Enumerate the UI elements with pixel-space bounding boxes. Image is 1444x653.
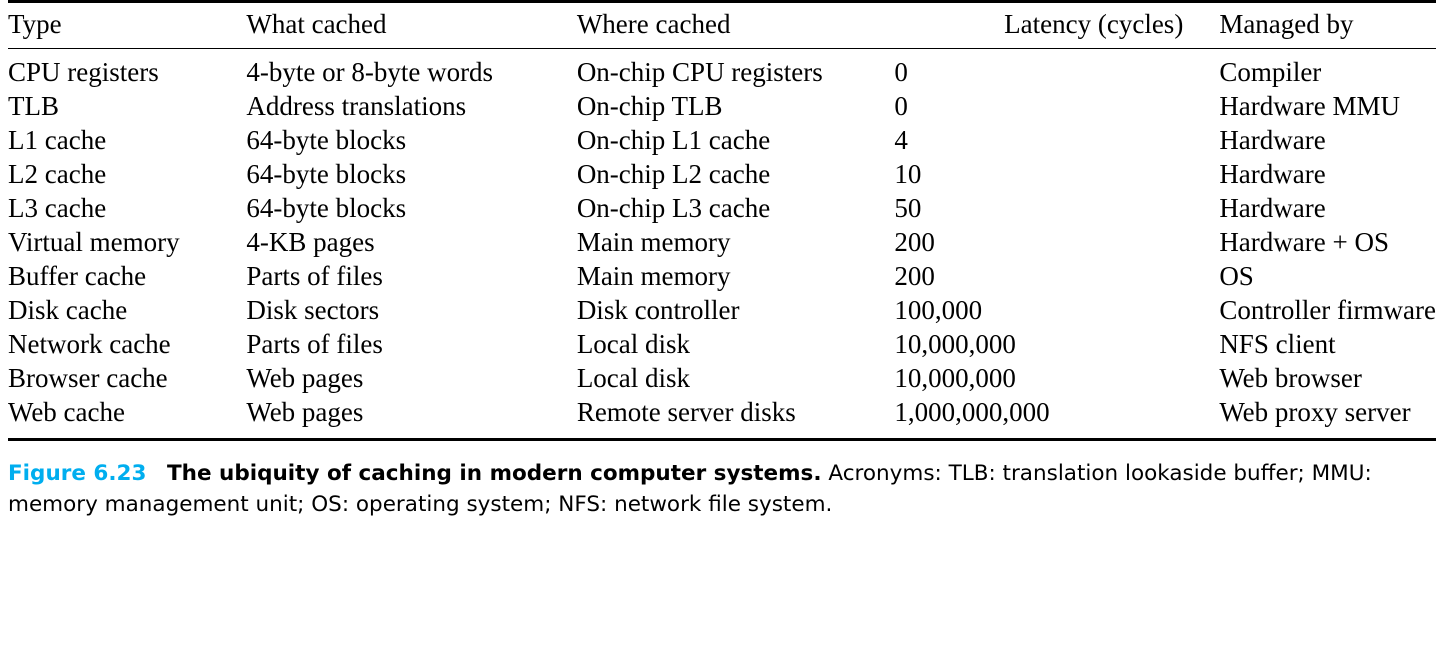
cell-latency: 50	[894, 193, 922, 223]
cell-latency: 10,000,000	[894, 363, 1016, 393]
column-header-where-cached: Where cached	[576, 9, 731, 39]
cell-managed-by: Compiler	[1219, 57, 1322, 87]
figure-caption	[8, 459, 1428, 520]
table-header-row	[8, 2, 1436, 49]
cell-latency: 4	[894, 125, 908, 155]
cell-what-cached: 4-byte or 8-byte words	[246, 57, 494, 87]
cell-where-cached: Main memory	[576, 261, 731, 291]
cell-type: Disk cache	[8, 295, 128, 325]
cell-type: Network cache	[8, 329, 171, 359]
cell-managed-by: NFS client	[1219, 329, 1336, 359]
table-row	[8, 192, 1436, 226]
cell-what-cached: 64-byte blocks	[246, 125, 407, 155]
cell-latency: 0	[894, 91, 908, 121]
table-row	[8, 362, 1436, 396]
cell-latency: 1,000,000,000	[894, 397, 1050, 427]
cell-where-cached: On-chip CPU registers	[576, 57, 823, 87]
figure-label: Figure 6.23	[8, 461, 147, 486]
cell-where-cached: Disk controller	[576, 295, 740, 325]
cell-what-cached: Disk sectors	[246, 295, 380, 325]
cell-type: Buffer cache	[8, 261, 147, 291]
cell-type: L2 cache	[8, 159, 107, 189]
cell-type: L3 cache	[8, 193, 107, 223]
cell-what-cached: Address translations	[246, 91, 467, 121]
cell-where-cached: Local disk	[576, 329, 691, 359]
cell-type: TLB	[8, 91, 59, 121]
cell-type: CPU registers	[8, 57, 159, 87]
cell-latency: 200	[894, 261, 935, 291]
cell-where-cached: Remote server disks	[576, 397, 796, 427]
table-row	[8, 158, 1436, 192]
column-header-type: Type	[8, 9, 62, 39]
cell-latency: 100,000	[894, 295, 983, 325]
cell-latency: 200	[894, 227, 935, 257]
cell-what-cached: Parts of files	[246, 329, 383, 359]
cell-type: Virtual memory	[8, 227, 180, 257]
column-header-what-cached: What cached	[246, 9, 387, 39]
cell-type: L1 cache	[8, 125, 107, 155]
cell-managed-by: Controller firmware	[1219, 295, 1436, 325]
cell-managed-by: OS	[1219, 261, 1254, 291]
table-row	[8, 328, 1436, 362]
cell-type: Web cache	[8, 397, 125, 427]
cell-where-cached: Main memory	[576, 227, 731, 257]
column-header-latency: Latency (cycles)	[1004, 9, 1184, 39]
cell-what-cached: 64-byte blocks	[246, 159, 407, 189]
table-row	[8, 260, 1436, 294]
table-body	[8, 49, 1436, 440]
cell-what-cached: 64-byte blocks	[246, 193, 407, 223]
table-row	[8, 90, 1436, 124]
table-row	[8, 294, 1436, 328]
cell-where-cached: On-chip L3 cache	[576, 193, 771, 223]
column-header-managed-by: Managed by	[1219, 9, 1354, 39]
cell-managed-by: Hardware	[1219, 125, 1326, 155]
cell-what-cached: Web pages	[246, 363, 364, 393]
cell-managed-by: Web browser	[1219, 363, 1362, 393]
table-header	[8, 2, 1436, 49]
cell-managed-by: Hardware	[1219, 159, 1326, 189]
cell-what-cached: 4-KB pages	[246, 227, 375, 257]
cell-latency: 0	[894, 57, 908, 87]
caching-table	[8, 0, 1436, 441]
caption-spacer	[146, 461, 167, 486]
cell-managed-by: Hardware + OS	[1219, 227, 1389, 257]
cell-where-cached: Local disk	[576, 363, 691, 393]
cell-latency: 10,000,000	[894, 329, 1016, 359]
cell-what-cached: Web pages	[246, 397, 364, 427]
figure-title: The ubiquity of caching in modern computer systems.	[167, 461, 822, 486]
cell-where-cached: On-chip L1 cache	[576, 125, 771, 155]
cell-managed-by: Hardware MMU	[1219, 91, 1401, 121]
cell-type: Browser cache	[8, 363, 168, 393]
cell-where-cached: On-chip TLB	[576, 91, 723, 121]
cell-where-cached: On-chip L2 cache	[576, 159, 771, 189]
table-row	[8, 49, 1436, 91]
figure-description: Acronyms: TLB: translation lookaside buffer; MMU: memory management unit; OS: operating system; NFS: network file system.	[8, 461, 1372, 517]
cell-latency: 10	[894, 159, 922, 189]
table-row	[8, 124, 1436, 158]
cell-managed-by: Web proxy server	[1219, 397, 1411, 427]
table-row	[8, 226, 1436, 260]
table-row	[8, 396, 1436, 440]
cell-managed-by: Hardware	[1219, 193, 1326, 223]
cell-what-cached: Parts of files	[246, 261, 383, 291]
